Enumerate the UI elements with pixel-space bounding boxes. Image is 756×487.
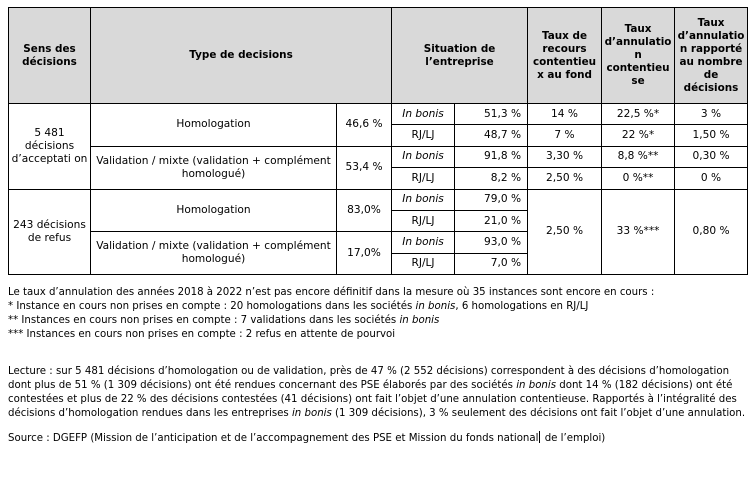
situation-pct-cell: 48,7 % [455, 125, 528, 146]
rapporte-cell: 1,50 % [675, 125, 748, 146]
table-row [9, 104, 748, 125]
reading-text: Lecture : sur 5 481 décisions d’homologation ou de validation, près de 47 % (2 552 décisions) correspondent à des décisions d’homologation dont plus de 51 % (1 309 décisions) ont été rendues concernant des PSE élaborés par des sociétés [8, 366, 730, 391]
header-rapporte: Taux d’annulatio n rapporté au nombre de décisions [675, 8, 748, 104]
situation-cell: RJ/LJ [392, 210, 455, 231]
situation-cell: In bonis [392, 146, 455, 167]
annulation-cell: 33 %*** [602, 189, 675, 275]
share-cell: 17,0% [337, 232, 392, 275]
annulation-cell: 22,5 %* [602, 104, 675, 125]
share-cell: 83,0% [337, 189, 392, 232]
type-cell: Homologation [91, 189, 337, 232]
rapporte-cell: 0 % [675, 168, 748, 189]
situation-pct-cell: 91,8 % [455, 146, 528, 167]
situation-pct-cell: 8,2 % [455, 168, 528, 189]
footnote-text: ** Instances en cours non prises en compte : 7 validations dans les sociétés [8, 315, 400, 326]
header-situation: Situation de l’entreprise [392, 8, 528, 104]
situation-cell: In bonis [392, 104, 455, 125]
situation-cell: RJ/LJ [392, 125, 455, 146]
footnote-text: , 6 homologations en RJ/LJ [455, 301, 589, 312]
footnote-italic: in bonis [399, 315, 440, 326]
sens-cell: 243 décisions de refus [9, 189, 91, 275]
situation-cell: RJ/LJ [392, 168, 455, 189]
source-line [8, 431, 750, 446]
rapporte-cell: 0,80 % [675, 189, 748, 275]
recours-cell: 14 % [528, 104, 602, 125]
type-cell: Homologation [91, 104, 337, 147]
annulation-cell: 22 %* [602, 125, 675, 146]
rapporte-cell: 3 % [675, 104, 748, 125]
footnote-italic: in bonis [415, 301, 456, 312]
type-cell: Validation / mixte (validation + complément homologué) [91, 146, 337, 189]
footnote-1 [8, 300, 750, 314]
situation-cell: In bonis [392, 189, 455, 210]
table-row [9, 146, 748, 167]
source-text: Source : DGEFP (Mission de l’anticipation et de l’accompagnement des PSE et Mission du fonds national [8, 433, 539, 444]
sens-cell: 5 481 décisions d’acceptati on [9, 104, 91, 190]
decisions-table [8, 7, 748, 275]
recours-cell: 3,30 % [528, 146, 602, 167]
annulation-cell: 8,8 %** [602, 146, 675, 167]
situation-pct-cell: 93,0 % [455, 232, 528, 253]
reading-text: (1 309 décisions), 3 % seulement des décisions ont fait l’objet d’une annulation. [331, 408, 746, 419]
situation-pct-cell: 7,0 % [455, 253, 528, 274]
footnote-2 [8, 314, 750, 328]
reading-note [8, 365, 750, 421]
footnotes [8, 286, 750, 342]
header-sens: Sens des décisions [9, 8, 91, 104]
situation-cell: In bonis [392, 232, 455, 253]
annulation-cell: 0 %** [602, 168, 675, 189]
header-annulation: Taux d’annulatio n contentieu se [602, 8, 675, 104]
reading-italic: in bonis [291, 408, 332, 419]
reading-italic: in bonis [516, 380, 557, 391]
header-type: Type de decisions [91, 8, 392, 104]
share-cell: 53,4 % [337, 146, 392, 189]
recours-cell: 7 % [528, 125, 602, 146]
recours-cell: 2,50 % [528, 189, 602, 275]
footnote-3: *** Instances en cours non prises en compte : 2 refus en attente de pourvoi [8, 329, 396, 340]
rapporte-cell: 0,30 % [675, 146, 748, 167]
recours-cell: 2,50 % [528, 168, 602, 189]
situation-cell: RJ/LJ [392, 253, 455, 274]
type-cell: Validation / mixte (validation + complément homologué) [91, 232, 337, 275]
table-row [9, 189, 748, 210]
situation-pct-cell: 51,3 % [455, 104, 528, 125]
header-recours: Taux de recours contentieu x au fond [528, 8, 602, 104]
share-cell: 46,6 % [337, 104, 392, 147]
situation-pct-cell: 79,0 % [455, 189, 528, 210]
source-text: de l’emploi) [541, 433, 606, 444]
footnote-text: * Instance en cours non prises en compte : 20 homologations dans les sociétés [8, 301, 416, 312]
footnote-intro: Le taux d’annulation des années 2018 à 2022 n’est pas encore définitif dans la mesure où 35 instances sont encore en cours : [8, 287, 655, 298]
situation-pct-cell: 21,0 % [455, 210, 528, 231]
reading-text: dont 14 % (182 décisions) ont été contestées et plus de 22 % des décisions contestées (41 décisions) ont fait l’objet d’une annulation contentieuse. Rapportés à l’intégralité des décisions d’homologation rendues dans les entreprises [8, 380, 737, 419]
